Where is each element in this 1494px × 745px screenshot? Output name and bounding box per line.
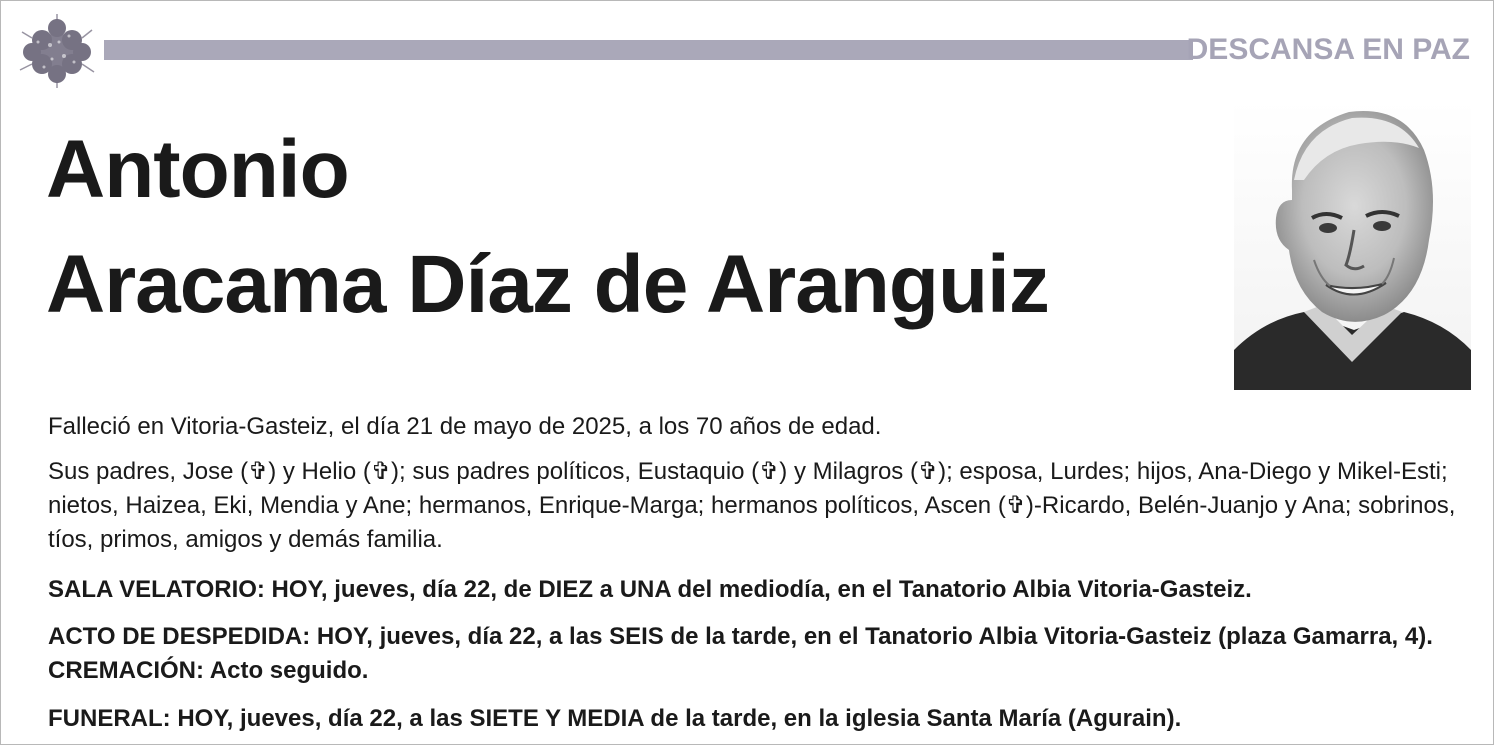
header-bar xyxy=(104,40,1193,60)
deceased-surnames: Aracama Díaz de Aranguiz xyxy=(46,239,1049,330)
family-list: Sus padres, Jose (✞) y Helio (✞); sus padres políticos, Eustaquio (✞) y Milagros (✞); esposa, Lurdes; hijos, Ana-Diego y Mikel-Esti; nietos, Haizea, Eki, Mendia y Ane; hermanos, Enrique-Marga; hermanos políticos, Ascen (✞)-Ricardo, Belén-Juanjo y Ana; sobrinos, tíos, primos, amigos y demás familia. xyxy=(48,458,1456,553)
portrait-photo xyxy=(1234,100,1471,390)
descansa-en-paz-label: DESCANSA EN PAZ xyxy=(1186,33,1470,66)
sala-velatorio-notice: SALA VELATORIO: HOY, jueves, día 22, de DIEZ a UNA del mediodía, en el Tanatorio Albia Vitoria-Gasteiz. xyxy=(48,576,1252,603)
deceased-first-name: Antonio xyxy=(46,124,349,215)
funeral-notice: FUNERAL: HOY, jueves, día 22, a las SIETE Y MEDIA de la tarde, en la iglesia Santa María (Agurain). xyxy=(48,705,1182,732)
acto-despedida-notice: ACTO DE DESPEDIDA: HOY, jueves, día 22, a las SEIS de la tarde, en el Tanatorio Albia Vitoria-Gasteiz (plaza Gamarra, 4). CREMACIÓN: Acto seguido. xyxy=(48,623,1433,684)
death-notice: Falleció en Vitoria-Gasteiz, el día 21 de mayo de 2025, a los 70 años de edad. xyxy=(48,413,882,440)
floral-ornament-icon xyxy=(14,12,100,90)
